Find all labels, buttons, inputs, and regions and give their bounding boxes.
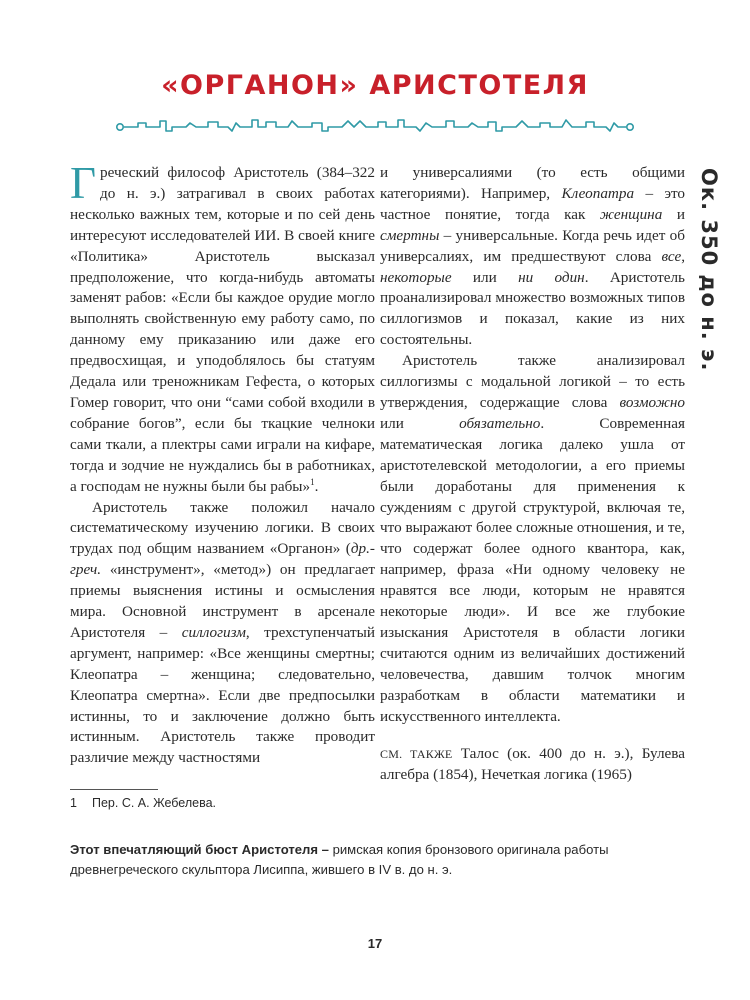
footnote-ref: 1 (310, 476, 315, 487)
page-number: 17 (367, 936, 383, 951)
side-date-label: Ок. 350 до н. э. (697, 168, 721, 372)
right-column (380, 163, 685, 786)
footnote-text: Пер. С. А. Жебелева. (92, 796, 217, 810)
caption-bold: Этот впечатляющий бюст Аристотеля – (70, 842, 329, 857)
image-caption (70, 840, 682, 880)
decorative-ornament-line (116, 117, 634, 137)
paragraph: Аристотель также положил начало систематическому изучению логики. В своих трудах под общим названием «Органон» (др.-греч. «инструмент», «метод») он предлагает приемы выяснения истины и осмысления мира. Основной инструмент в арсенале Аристотеля – силлогизм, трехступенчатый аргумент, например: «Все женщины смертны; Клеопатра – женщина; следовательно, Клеопатра смертна». Если две предпосылки истинны, то и заключение должно быть истинным. Аристотель также проводит различие между частностями (70, 498, 376, 767)
see-also: СМ. ТАКЖЕ Талос (ок. 400 до н. э.), Булева алгебра (1854), Нечеткая логика (1965) (380, 745, 685, 784)
see-also-label: СМ. ТАКЖЕ (380, 747, 453, 762)
footnote-divider (70, 789, 158, 790)
paragraph: Аристотель также анализировал силлогизмы с модальной логикой – то есть утверждения, содержащие слова возможно или обязательно. Современная математическая логика далеко ушла от аристотелевской методологии, а его приемы были доработаны для применения к суждениям с другой структурой, включая те, что выражают более сложные отношения, и те, что содержат более одного квантора, как, например, фраза «Ни одному человеку не нравятся все люди, которым не нравятся некоторые люди». И все же глубокие изыскания Аристотеля в области логики считаются одним из величайших достижений человечества, давшим толчок многим разработкам в области математики и искусственного интеллекта. (380, 352, 685, 725)
footnote-number: 1 (70, 796, 77, 810)
drop-cap: Г (70, 158, 97, 208)
page-title: «ОРГАНОН» АРИСТОТЕЛЯ (161, 70, 589, 101)
left-column (70, 158, 376, 769)
footnote (70, 796, 216, 810)
date-sidebar (693, 168, 723, 388)
paragraph: и универсалиями (то есть общими категориями). Например, Клеопатра – это частное понятие, тогда как женщина и смертны – универсальные. Когда речь идет об универсалиях, им предшествуют слова все, некоторые или ни один. Аристотель проанализировал множество возможных типов силлогизмов и показал, какие из них состоятельны. (380, 164, 685, 349)
caption-text: римская копия бронзового оригинала работы древнегреческого скульптора Лисиппа, жившего в IV в. до н. э. (70, 842, 609, 877)
paragraph: Греческий философ Аристотель (384–322 до н. э.) затрагивал в своих работах несколько важных тем, которые и по сей день интересуют исследователей ИИ. В своей книге «Политика» Аристотель высказал предположение, что когда-нибудь автоматы заменят рабов: «Если бы каждое орудие могло выполнять свойственную ему работу само, по данному ему приказанию или даже его предвосхищая, и уподоблялось бы статуям Дедала или треножникам Гефеста, о которых Гомер говорит, что они “сами собой входили в собрание богов”, если бы ткацкие челноки сами ткали, а плектры сами играли на кифаре, тогда и зодчие не нуждались бы в работниках, а господам не нужны были бы рабы»$^1$. (70, 158, 375, 495)
